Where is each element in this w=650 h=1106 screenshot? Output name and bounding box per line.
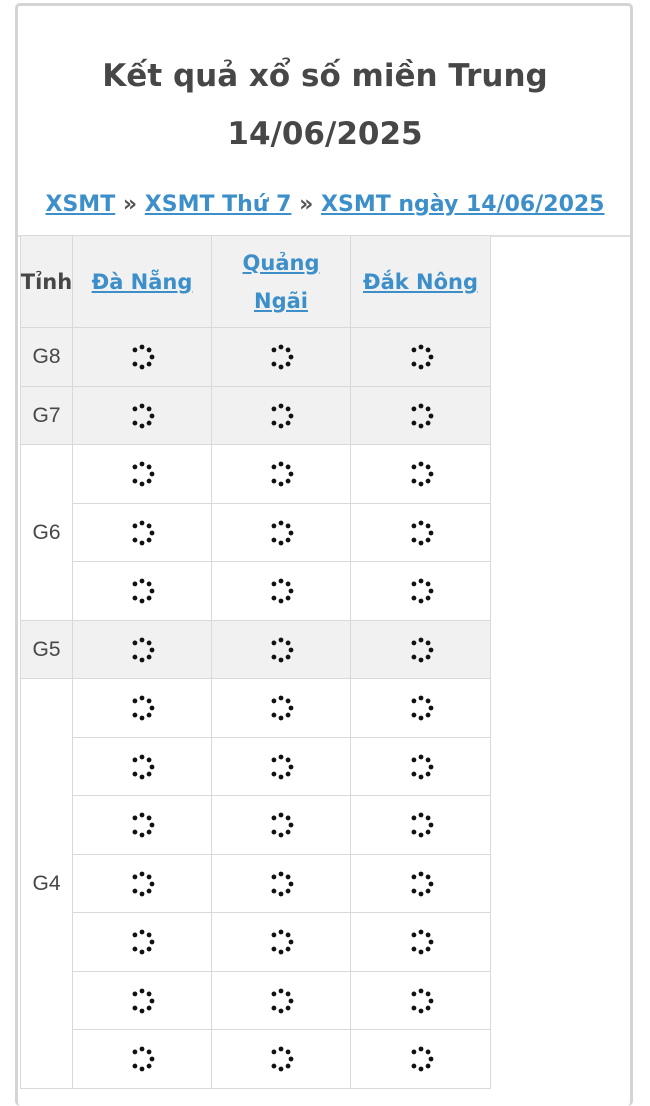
breadcrumb-separator: » (122, 192, 138, 217)
loading-icon (128, 636, 156, 664)
loading-icon (267, 928, 295, 956)
loading-icon (267, 753, 295, 781)
loading-icon (267, 577, 295, 605)
result-cell (211, 327, 351, 387)
result-cell (72, 620, 212, 680)
result-cell (211, 678, 351, 738)
result-cell (350, 386, 491, 446)
loading-icon (128, 753, 156, 781)
prize-label-g5 (20, 620, 73, 680)
result-cell (350, 1029, 491, 1089)
loading-icon (128, 577, 156, 605)
loading-icon (407, 811, 435, 839)
loading-icon (128, 1045, 156, 1073)
result-cell (350, 678, 491, 738)
result-cell (211, 386, 351, 446)
result-cell (211, 444, 351, 504)
result-cell (211, 503, 351, 563)
loading-icon (128, 928, 156, 956)
loading-icon (407, 519, 435, 547)
header-tinh-label: Tỉnh (20, 269, 73, 294)
prize-label-g4 (20, 678, 73, 1089)
province-header (350, 235, 491, 328)
prize-label-text: G5 (32, 638, 61, 661)
result-cell (72, 386, 212, 446)
loading-icon (267, 460, 295, 488)
province-link[interactable]: Quảng Ngãi (242, 250, 320, 313)
loading-icon (407, 694, 435, 722)
loading-icon (267, 519, 295, 547)
breadcrumb-separator: » (299, 192, 314, 217)
page-title (0, 47, 650, 163)
prize-label-text: G7 (32, 404, 61, 427)
loading-icon (128, 402, 156, 430)
loading-icon (407, 577, 435, 605)
loading-icon (407, 460, 435, 488)
page-title-date: 14/06/2025 (227, 116, 423, 152)
result-cell (350, 503, 491, 563)
loading-icon (267, 636, 295, 664)
result-cell (350, 620, 491, 680)
province-header (72, 235, 212, 328)
prize-label-g6 (20, 444, 73, 621)
loading-icon (267, 1045, 295, 1073)
loading-icon (407, 1045, 435, 1073)
loading-icon (407, 343, 435, 371)
loading-icon (128, 460, 156, 488)
result-cell (72, 854, 212, 914)
loading-icon (128, 987, 156, 1015)
result-cell (350, 912, 491, 972)
loading-icon (267, 811, 295, 839)
loading-icon (267, 343, 295, 371)
result-cell (211, 1029, 351, 1089)
loading-icon (128, 519, 156, 547)
result-cell (350, 971, 491, 1031)
breadcrumb-xsmt-thu7-link[interactable]: XSMT Thứ 7 (144, 192, 292, 217)
result-cell (211, 620, 351, 680)
result-cell (72, 971, 212, 1031)
result-cell (72, 444, 212, 504)
result-cell (350, 561, 491, 621)
loading-icon (267, 987, 295, 1015)
result-cell (72, 912, 212, 972)
header-tinh (20, 235, 73, 328)
result-cell (350, 737, 491, 797)
result-cell (350, 327, 491, 387)
result-cell (72, 1029, 212, 1089)
result-cell (72, 327, 212, 387)
result-cell (72, 737, 212, 797)
loading-icon (128, 811, 156, 839)
prize-label-text: G8 (32, 345, 61, 368)
loading-icon (407, 870, 435, 898)
loading-icon (407, 636, 435, 664)
loading-icon (128, 343, 156, 371)
breadcrumb-xsmt-date-link[interactable]: XSMT ngày 14/06/2025 (321, 192, 605, 217)
breadcrumb (0, 192, 650, 217)
prize-label-g8 (20, 327, 73, 387)
result-cell (72, 561, 212, 621)
page-title-line1: Kết quả xổ số miền Trung (102, 58, 548, 94)
prize-label-g7 (20, 386, 73, 446)
result-cell (211, 971, 351, 1031)
province-header (211, 235, 351, 328)
loading-icon (128, 870, 156, 898)
result-cell (211, 854, 351, 914)
prize-label-text: G6 (32, 520, 61, 544)
result-cell (72, 795, 212, 855)
loading-icon (267, 870, 295, 898)
result-cell (350, 444, 491, 504)
result-cell (211, 795, 351, 855)
result-cell (72, 503, 212, 563)
result-cell (211, 737, 351, 797)
loading-icon (407, 402, 435, 430)
loading-icon (407, 987, 435, 1015)
loading-icon (128, 694, 156, 722)
result-cell (350, 795, 491, 855)
result-cell (350, 854, 491, 914)
loading-icon (267, 402, 295, 430)
province-link[interactable]: Đắk Nông (362, 269, 479, 294)
result-cell (211, 912, 351, 972)
result-cell (211, 561, 351, 621)
prize-label-text: G4 (32, 871, 61, 895)
province-link[interactable]: Đà Nẵng (91, 269, 193, 294)
breadcrumb-xsmt-link[interactable]: XSMT (45, 192, 116, 217)
loading-icon (407, 928, 435, 956)
loading-icon (267, 694, 295, 722)
result-cell (72, 678, 212, 738)
loading-icon (407, 753, 435, 781)
